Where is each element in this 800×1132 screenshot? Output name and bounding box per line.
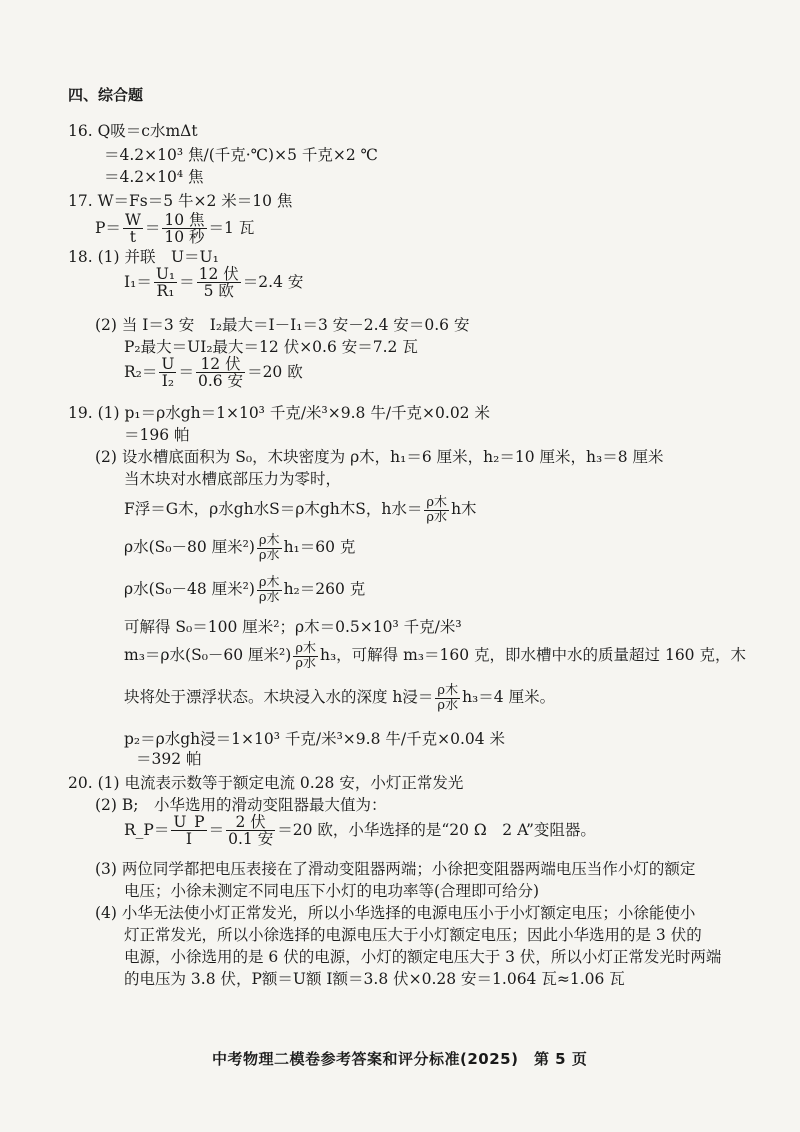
q19-eq1-suffix: h₁＝60 克 [283, 538, 356, 557]
q20-line2: (2) B; 小华选用的滑动变阻器最大值为： [95, 796, 387, 814]
fraction-numerator: 2 伏 [226, 814, 275, 831]
q20-line7: 灯正常发光，所以小徐选择的电源电压大于小灯额定电压；因此小华选用的是 3 伏的 [124, 926, 702, 944]
q19-line5 [124, 496, 477, 524]
fraction-denominator: ρ水 [258, 589, 280, 605]
fraction-numerator: U [161, 355, 175, 373]
fraction-denominator: R₁ [156, 282, 175, 301]
q19-depth-prefix: 块将处于漂浮状态。木块浸入水的深度 h浸＝ [124, 688, 434, 707]
q19-line8: 可解得 S₀＝100 厘米²；ρ木＝0.5×10³ 千克/米³ [124, 618, 462, 636]
fraction-numerator: W [124, 211, 141, 229]
q18-r2-prefix: R₂＝ [124, 362, 158, 381]
q19-line6 [124, 534, 355, 562]
q19-eq2-prefix: ρ水(S₀－48 厘米²) [124, 580, 255, 599]
section-title: 四、综合题 [68, 86, 144, 104]
q18-i1-prefix: I₁＝ [124, 272, 152, 291]
q20-rp-suffix: ＝20 欧，小华选择的是“20 Ω 2 A”变阻器。 [277, 820, 596, 839]
q19-line2: ＝196 帕 [124, 426, 190, 444]
q19-line1: 19. (1) p₁＝ρ水gh＝1×10³ 千克/米³×9.8 牛/千克×0.02 米 [68, 404, 490, 422]
q19-depth-suffix: h₃＝4 厘米。 [462, 688, 556, 707]
q18-r2-result: ＝20 欧 [247, 362, 303, 381]
fraction [424, 496, 449, 524]
q19-line9 [124, 642, 746, 670]
q19-eq1-prefix: ρ水(S₀－80 厘米²) [124, 538, 255, 557]
q19-eq2-suffix: h₂＝260 克 [283, 580, 366, 599]
fraction-numerator: ρ木 [258, 533, 280, 548]
q19-line12: ＝392 帕 [136, 750, 202, 768]
q19-buoyancy-prefix: F浮＝G木，ρ水gh水S＝ρ木gh木S，h水＝ [124, 500, 423, 519]
fraction-denominator: ρ水 [426, 509, 448, 525]
q16-line2: ＝4.2×10³ 焦/(千克·℃)×5 千克×2 ℃ [104, 146, 378, 164]
fraction-denominator: 0.6 安 [197, 372, 244, 391]
q19-line4: 当木块对水槽底部压力为零时， [124, 470, 342, 488]
fraction-denominator: 0.1 安 [228, 830, 274, 849]
fraction [257, 534, 282, 562]
q19-m3-prefix: m₃＝ρ水(S₀－60 厘米²) [124, 646, 292, 665]
q18-line5: R₂＝ $\frac{U}{\text{I₂}}$ ＝ $\frac{\text{12 伏}}{\text{0.6 安}}$ ＝20 欧 [124, 355, 303, 391]
q18-line1: 18. (1) 并联 U＝U₁ [68, 248, 219, 266]
fraction-numerator: 12 伏 [198, 265, 239, 283]
q20-line3: R_P＝ $\frac{U\_P}{I}$ ＝ $\frac{\text{2 伏}}{\text{0.1 安}}$ ＝20 欧，小华选择的是“20 Ω 2 A”变阻器。 [124, 813, 596, 849]
q20-line8: 电源，小徐选用的是 6 伏的电源，小灯的额定电压大于 3 伏，所以小灯正常发光时两端 [124, 948, 722, 966]
q20-line6: (4) 小华无法使小灯正常发光，所以小华选择的电源电压小于小灯额定电压；小徐能使小 [95, 904, 696, 922]
q19-m3-suffix: h₃，可解得 m₃＝160 克，即水槽中水的质量超过 160 克，木 [319, 646, 746, 665]
fraction-numerator: U_P [173, 813, 205, 831]
fraction [159, 356, 176, 390]
fraction-numerator: ρ木 [295, 641, 316, 656]
fraction-numerator: 10 焦 [164, 211, 205, 229]
fraction-numerator: ρ木 [426, 495, 448, 510]
q18-line2: I₁＝ $\frac{\text{U₁}}{\text{R₁}}$ ＝ $\frac{\text{12 伏}}{\text{5 欧}}$ ＝2.4 安 [124, 265, 304, 301]
q17-p-prefix: P＝ [95, 218, 121, 237]
q17-line1: 17. W＝Fs＝5 牛×2 米＝10 焦 [68, 192, 293, 210]
fraction [435, 684, 460, 712]
fraction [257, 576, 282, 604]
fraction-denominator: I [185, 830, 193, 849]
fraction-numerator: ρ木 [437, 683, 459, 698]
q19-line3: (2) 设水槽底面积为 S₀，木块密度为 ρ木，h₁＝6 厘米，h₂＝10 厘米，h₃＝8 厘米 [95, 448, 664, 466]
fraction [162, 212, 206, 246]
fraction [196, 356, 245, 390]
q17-line2: P＝ $\frac{W}{t}$ ＝ $\frac{\text{10 焦}}{\text{10 秒}}$ ＝1 瓦 [95, 211, 255, 247]
q17-result: ＝1 瓦 [208, 218, 255, 237]
fraction [293, 642, 318, 670]
fraction-numerator: ρ木 [258, 575, 280, 590]
fraction-numerator: 12 伏 [196, 356, 245, 373]
page-footer: 中考物理二模卷参考答案和评分标准(2025) 第 5 页 [212, 1050, 588, 1068]
q20-line9: 的电压为 3.8 伏，P额＝U额 I额＝3.8 伏×0.28 安＝1.064 瓦≈1.06 瓦 [124, 970, 625, 988]
q16-line3: ＝4.2×10⁴ 焦 [104, 168, 204, 186]
q20-line4: (3) 两位同学都把电压表接在了滑动变阻器两端；小徐把变阻器两端电压当作小灯的额定 [95, 860, 696, 878]
fraction-numerator: U₁ [155, 265, 176, 283]
q19-line7 [124, 576, 365, 604]
fraction-denominator: 10 秒 [164, 228, 205, 247]
q19-line11: p₂＝ρ水gh浸＝1×10³ 千克/米³×9.8 牛/千克×0.04 米 [124, 730, 506, 748]
fraction-denominator: ρ水 [295, 655, 316, 671]
q18-i1-result: ＝2.4 安 [242, 272, 304, 291]
q19-buoyancy-suffix: h木 [451, 500, 477, 519]
fraction [171, 814, 206, 848]
q19-line10 [124, 684, 555, 712]
fraction-denominator: 5 欧 [203, 282, 234, 301]
q16-line1: 16. Q吸＝c水mΔt [68, 122, 198, 140]
fraction [123, 212, 143, 246]
q18-line4: P₂最大＝UI₂最大＝12 伏×0.6 安＝7.2 瓦 [124, 338, 418, 356]
fraction-denominator: ρ水 [258, 547, 280, 563]
fraction-denominator: ρ水 [437, 697, 459, 713]
q20-line1: 20. (1) 电流表示数等于额定电流 0.28 安，小灯正常发光 [68, 774, 464, 792]
q20-line5: 电压；小徐未测定不同电压下小灯的电功率等(合理即可给分) [124, 882, 540, 900]
fraction [226, 814, 275, 848]
q20-rp-prefix: R_P＝ [124, 820, 170, 839]
fraction [154, 266, 177, 300]
fraction-denominator: I₂ [161, 372, 175, 391]
fraction [197, 266, 241, 300]
q18-line3: (2) 当 I＝3 安 I₂最大＝I－I₁＝3 安－2.4 安＝0.6 安 [95, 316, 470, 334]
fraction-denominator: t [129, 228, 137, 247]
